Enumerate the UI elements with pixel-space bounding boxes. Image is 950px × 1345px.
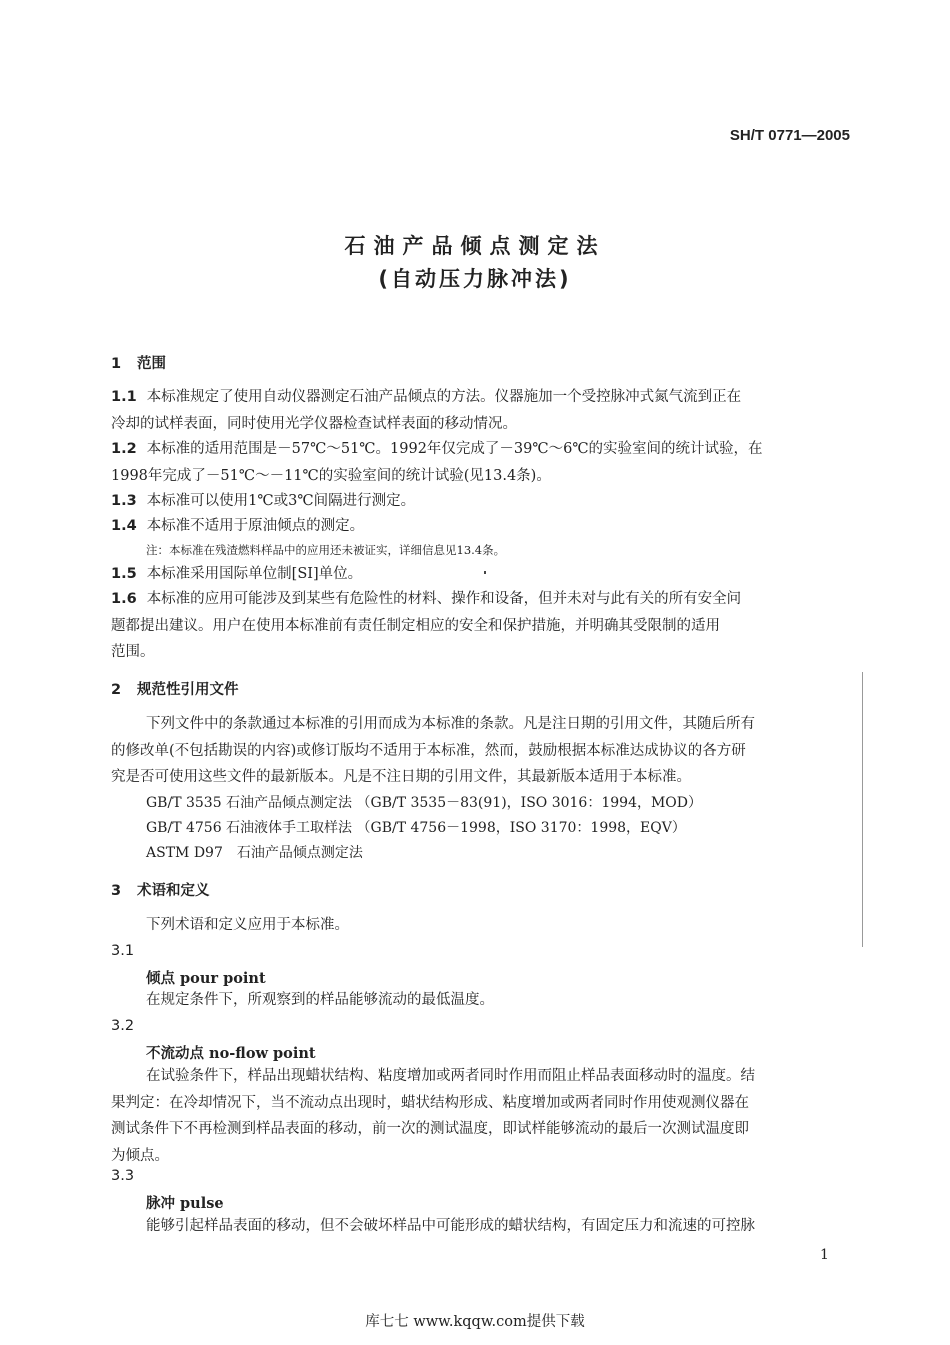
definition-text: 能够引起样品表面的移动，但不会破坏样品中可能形成的蜡状结构，有固定压力和流速的可控脉: [146, 1218, 755, 1234]
document-title: 石油产品倾点测定法: [344, 234, 606, 258]
paragraph-line: 为倾点。: [111, 1147, 169, 1164]
section-number: 2: [111, 682, 122, 698]
reference-item: ASTM D97 石油产品倾点测定法: [146, 845, 363, 861]
clause-number: 1.5: [111, 566, 137, 582]
section-3-heading: [111, 879, 210, 900]
clause-1-1: [111, 384, 851, 437]
scan-speck: [484, 571, 486, 574]
clause-text: 冷却的试样表面，同时使用光学仪器检查试样表面的移动情况。: [111, 415, 517, 432]
term-no-flow-point: 不流动点 no-flow point: [146, 1045, 316, 1062]
clause-text: 题都提出建议。用户在使用本标准前有责任制定相应的安全和保护措施，并明确其受限制的适用: [111, 617, 720, 634]
clause-text: 本标准的适用范围是－57℃～51℃。1992年仅完成了－39℃～6℃的实验室间的统计试验，在: [146, 441, 763, 457]
section-number: 3: [111, 883, 122, 899]
reference-item: GB/T 4756 石油液体手工取样法 （GB/T 4756－1998，ISO 3170：1998，EQV）: [146, 820, 686, 836]
clause-text: 1998年完成了－51℃～－11℃的实验室间的统计试验(见13.4条)。: [111, 467, 551, 484]
margin-line: [862, 672, 863, 947]
section-title: 术语和定义: [137, 883, 210, 899]
term-pour-point: 倾点 pour point: [146, 970, 266, 987]
section-2-heading: [111, 678, 239, 699]
clause-text: 本标准可以使用1℃或3℃间隔进行测定。: [146, 493, 416, 509]
paragraph-line: 在试验条件下，样品出现蜡状结构、粘度增加或两者同时作用而阻止样品表面移动时的温度。结: [146, 1068, 755, 1084]
clause-text: 本标准不适用于原油倾点的测定。: [146, 518, 365, 534]
paragraph-line: 测试条件下不再检测到样品表面的移动，前一次的测试温度，即试样能够流动的最后一次测试温度即: [111, 1121, 749, 1137]
paragraph-line: 的修改单(不包括勘误的内容)或修订版均不适用于本标准，然而，鼓励根据本标准达成协议的各方研: [111, 742, 746, 759]
section-2-intro: [111, 711, 851, 791]
reference-item: GB/T 3535 石油产品倾点测定法 （GB/T 3535－83(91)，ISO 3016：1994，MOD）: [146, 795, 703, 811]
section-number: 1: [111, 356, 122, 372]
paragraph-line: 下列文件中的条款通过本标准的引用而成为本标准的条款。凡是注日期的引用文件，其随后所有: [146, 716, 755, 732]
clause-number: 1.6: [111, 591, 137, 607]
definition-number: 3.2: [111, 1018, 135, 1034]
clause-number: 1.3: [111, 493, 137, 509]
section-title: 范围: [137, 356, 166, 372]
clause-text: 本标准采用国际单位制[SI]单位。: [146, 566, 363, 582]
clause-text: 范围。: [111, 644, 155, 660]
term-pulse: 脉冲 pulse: [146, 1195, 224, 1212]
clause-text: 本标准的应用可能涉及到某些有危险性的材料、操作和设备，但并未对与此有关的所有安全问: [146, 591, 742, 607]
standard-number: SH/T 0771—2005: [729, 127, 850, 144]
clause-1-6: [111, 586, 851, 666]
section-title: 规范性引用文件: [137, 682, 239, 698]
paragraph-line: 果判定：在冷却情况下，当不流动点出现时，蜡状结构形成、粘度增加或两者同时作用使观测仪器在: [111, 1094, 749, 1111]
note-1-4: 注：本标准在残渣燃料样品中的应用还未被证实，详细信息见13.4条。: [146, 543, 506, 557]
paragraph-line: 究是否可使用这些文件的最新版本。凡是不注日期的引用文件，其最新版本适用于本标准。: [111, 769, 691, 785]
section-1-heading: [111, 352, 166, 373]
definition-number: 3.3: [111, 1168, 135, 1184]
clause-number: 1.2: [111, 441, 137, 457]
clause-1-2: [111, 436, 851, 489]
clause-number: 1.1: [111, 389, 137, 405]
page-number: 1: [820, 1247, 829, 1263]
definition-text: [111, 1063, 851, 1169]
clause-1-4: [111, 513, 851, 540]
download-footer: 库七七 www.kqqw.com提供下载: [365, 1314, 585, 1330]
section-3-intro: 下列术语和定义应用于本标准。: [146, 917, 349, 933]
definition-number: 3.1: [111, 943, 135, 959]
document-subtitle: (自动压力脉冲法): [378, 267, 572, 291]
clause-1-3: [111, 488, 851, 515]
clause-text: 本标准规定了使用自动仪器测定石油产品倾点的方法。仪器施加一个受控脉冲式氮气流到正在: [146, 389, 742, 405]
clause-number: 1.4: [111, 518, 137, 534]
clause-1-5: [111, 561, 851, 588]
definition-text: 在规定条件下，所观察到的样品能够流动的最低温度。: [146, 992, 494, 1008]
